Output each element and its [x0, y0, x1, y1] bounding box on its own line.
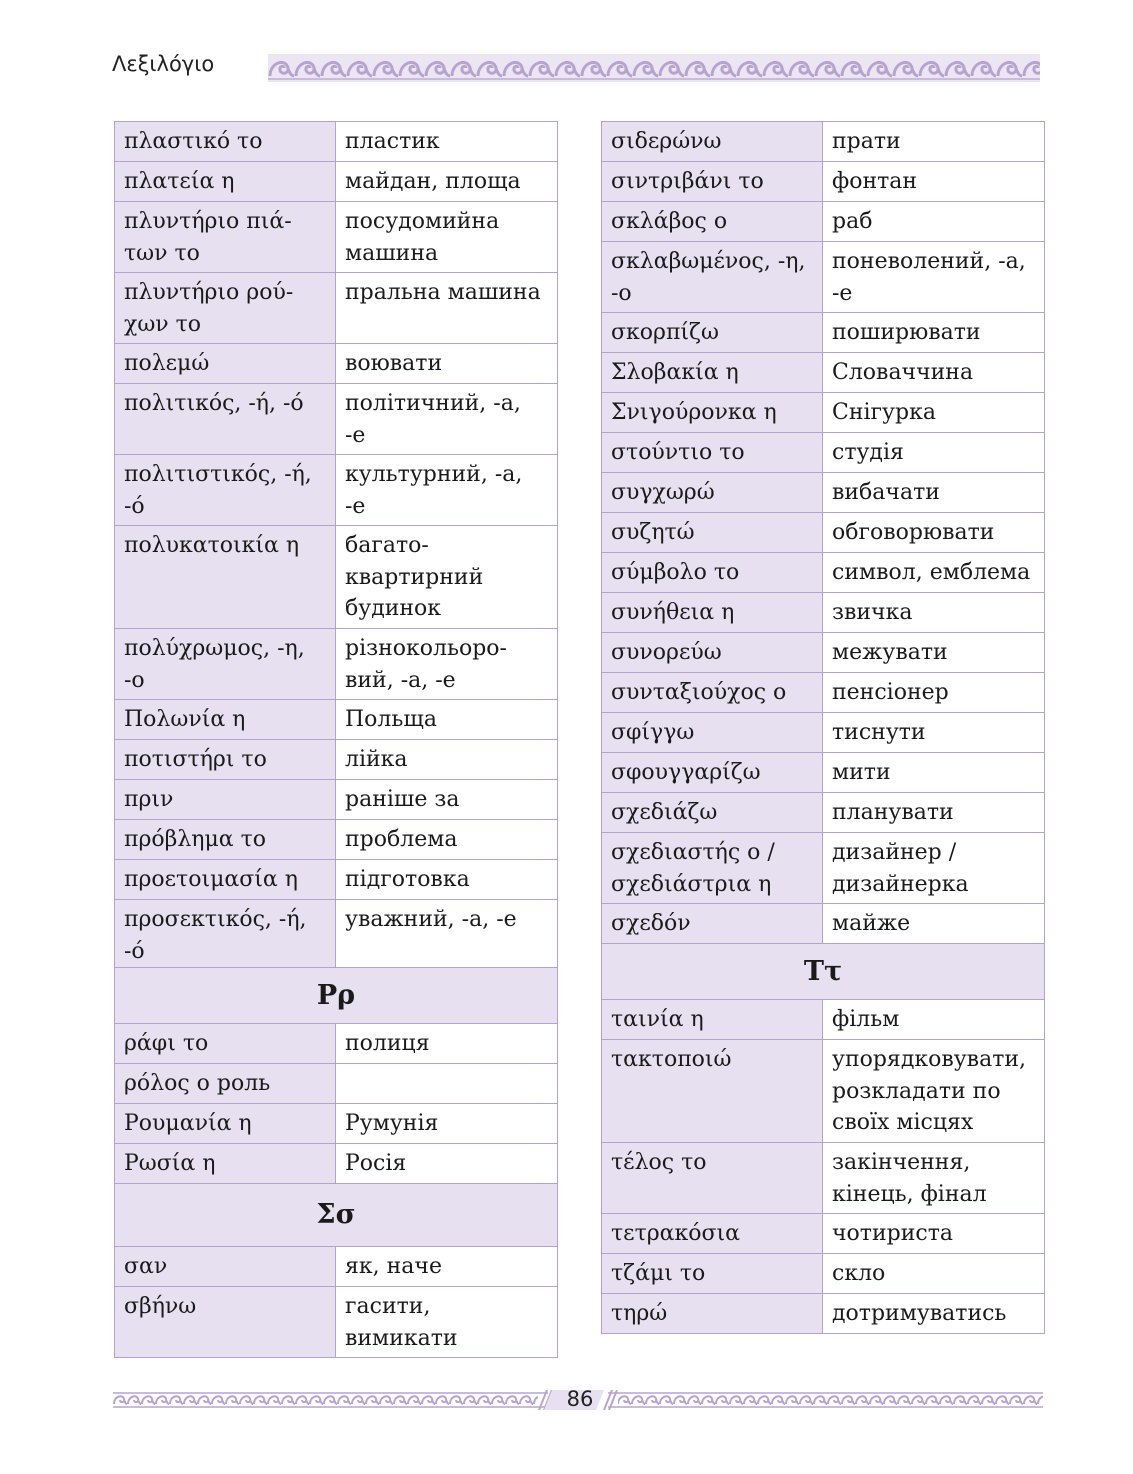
- ukrainian-translation: як, наче: [336, 1247, 558, 1287]
- table-row: [602, 1254, 1045, 1294]
- greek-term: Ρωσία η: [115, 1144, 336, 1184]
- header-wave-ornament-icon: [268, 54, 1040, 82]
- ukrainian-translation: підготовка: [336, 860, 558, 900]
- greek-term: σαν: [115, 1247, 336, 1287]
- ukrainian-translation: посудомийна машина: [336, 202, 558, 273]
- table-row: [115, 629, 558, 700]
- ukrainian-translation: Польща: [336, 700, 558, 740]
- table-row: [602, 1040, 1045, 1143]
- ukrainian-translation: фільм: [823, 1000, 1045, 1040]
- table-row: [115, 1287, 558, 1358]
- ukrainian-translation: багато-квартирний будинок: [336, 526, 558, 629]
- ukrainian-translation: студія: [823, 433, 1045, 473]
- greek-term: Σλοβακία η: [602, 353, 823, 393]
- greek-term: πολυκατοικία η: [115, 526, 336, 629]
- section-letter-heading: Σσ: [115, 1184, 558, 1247]
- ukrainian-translation: раніше за: [336, 780, 558, 820]
- table-row: [602, 433, 1045, 473]
- ukrainian-translation: раб: [823, 202, 1045, 242]
- greek-term: προσεκτικός, -ή, -ό: [115, 900, 336, 968]
- table-row: [602, 1294, 1045, 1334]
- table-row: [115, 122, 558, 162]
- ukrainian-translation: дизайнер / дизайнерка: [823, 833, 1045, 904]
- greek-term: Πολωνία η: [115, 700, 336, 740]
- section-header-row: [115, 1184, 558, 1247]
- greek-term: Ρουμανία η: [115, 1104, 336, 1144]
- table-row: [602, 473, 1045, 513]
- greek-term: ταινία η: [602, 1000, 823, 1040]
- table-row: [602, 593, 1045, 633]
- ukrainian-translation: тиснути: [823, 713, 1045, 753]
- greek-term: σχεδιαστής ο / σχεδιάστρια η: [602, 833, 823, 904]
- table-row: [115, 1104, 558, 1144]
- ukrainian-translation: Росія: [336, 1144, 558, 1184]
- table-row: [602, 553, 1045, 593]
- greek-term: πλυντήριο πιά-των το: [115, 202, 336, 273]
- greek-term: ποτιστήρι το: [115, 740, 336, 780]
- ukrainian-translation: пластик: [336, 122, 558, 162]
- greek-term: Σνιγούρονκα η: [602, 393, 823, 433]
- table-row: [602, 393, 1045, 433]
- ukrainian-translation: Румунія: [336, 1104, 558, 1144]
- table-row: [115, 273, 558, 344]
- table-row: [602, 122, 1045, 162]
- ukrainian-translation: межувати: [823, 633, 1045, 673]
- table-row: [115, 202, 558, 273]
- ukrainian-translation: культурний, -а, -е: [336, 455, 558, 526]
- table-row: [115, 344, 558, 384]
- greek-term: πρόβλημα το: [115, 820, 336, 860]
- greek-term: στούντιο το: [602, 433, 823, 473]
- ukrainian-translation: різнокольоро-вий, -а, -е: [336, 629, 558, 700]
- ukrainian-translation: чотириста: [823, 1214, 1045, 1254]
- table-row: [602, 713, 1045, 753]
- ukrainian-translation: лійка: [336, 740, 558, 780]
- greek-term: συνήθεια η: [602, 593, 823, 633]
- greek-term: ράφι το: [115, 1024, 336, 1064]
- ukrainian-translation: воювати: [336, 344, 558, 384]
- table-row: [115, 1247, 558, 1287]
- table-row: [602, 833, 1045, 904]
- greek-term: σφίγγω: [602, 713, 823, 753]
- section-header-row: [115, 968, 558, 1024]
- ukrainian-translation: планувати: [823, 793, 1045, 833]
- table-row: [602, 1143, 1045, 1214]
- table-row: [602, 313, 1045, 353]
- greek-term: συνταξιούχος ο: [602, 673, 823, 713]
- ukrainian-translation: уважний, -а, -е: [336, 900, 558, 968]
- greek-term: σβήνω: [115, 1287, 336, 1358]
- greek-term: τακτοποιώ: [602, 1040, 823, 1143]
- ukrainian-translation: полиця: [336, 1024, 558, 1064]
- greek-term: τζάμι το: [602, 1254, 823, 1294]
- greek-term: σκλαβωμένος, -η, -ο: [602, 242, 823, 313]
- table-row: [602, 673, 1045, 713]
- ukrainian-translation: звичка: [823, 593, 1045, 633]
- table-row: [115, 780, 558, 820]
- section-letter-heading: Ρρ: [115, 968, 558, 1024]
- section-header-row: [602, 944, 1045, 1000]
- greek-term: πλατεία η: [115, 162, 336, 202]
- table-row: [602, 633, 1045, 673]
- ukrainian-translation: проблема: [336, 820, 558, 860]
- table-row: [115, 700, 558, 740]
- ukrainian-translation: вибачати: [823, 473, 1045, 513]
- table-row: [602, 202, 1045, 242]
- table-row: [602, 162, 1045, 202]
- table-row: [115, 740, 558, 780]
- greek-term: σχεδόν: [602, 904, 823, 944]
- greek-term: συνορεύω: [602, 633, 823, 673]
- ukrainian-translation: фонтан: [823, 162, 1045, 202]
- ukrainian-translation: гасити, вимикати: [336, 1287, 558, 1358]
- page-number: 86: [566, 1387, 594, 1411]
- table-row: [115, 1024, 558, 1064]
- ukrainian-translation: майдан, площа: [336, 162, 558, 202]
- greek-term: συγχωρώ: [602, 473, 823, 513]
- greek-term: πολεμώ: [115, 344, 336, 384]
- vocabulary-table-right: [601, 121, 1045, 1334]
- ukrainian-translation: політичний, -а, -е: [336, 384, 558, 455]
- greek-term: πλυντήριο ρού-χων το: [115, 273, 336, 344]
- table-row: [115, 526, 558, 629]
- greek-term: πριν: [115, 780, 336, 820]
- greek-term: σιντριβάνι το: [602, 162, 823, 202]
- ukrainian-translation: обговорювати: [823, 513, 1045, 553]
- ukrainian-translation: поневолений, -а, -е: [823, 242, 1045, 313]
- ukrainian-translation: дотримуватись: [823, 1294, 1045, 1334]
- table-row: [602, 242, 1045, 313]
- greek-term: σκλάβος ο: [602, 202, 823, 242]
- greek-term: σκορπίζω: [602, 313, 823, 353]
- table-row: [602, 1214, 1045, 1254]
- ukrainian-translation: прати: [823, 122, 1045, 162]
- table-row: [602, 513, 1045, 553]
- ukrainian-translation: пенсіонер: [823, 673, 1045, 713]
- greek-term: τετρακόσια: [602, 1214, 823, 1254]
- greek-term: προετοιμασία η: [115, 860, 336, 900]
- table-row: [115, 455, 558, 526]
- ukrainian-translation: поширювати: [823, 313, 1045, 353]
- ukrainian-translation: майже: [823, 904, 1045, 944]
- ukrainian-translation: [336, 1064, 558, 1104]
- table-row: [602, 753, 1045, 793]
- page-header-title: Λεξιλόγιο: [112, 52, 215, 76]
- table-row: [115, 384, 558, 455]
- ukrainian-translation: мити: [823, 753, 1045, 793]
- greek-term: σφουγγαρίζω: [602, 753, 823, 793]
- table-row: [602, 793, 1045, 833]
- ukrainian-translation: упорядковувати, розкладати по своїх місцях: [823, 1040, 1045, 1143]
- greek-term: πολύχρωμος, -η, -ο: [115, 629, 336, 700]
- table-row: [115, 1064, 558, 1104]
- table-row: [115, 900, 558, 968]
- greek-term: πολιτιστικός, -ή, -ό: [115, 455, 336, 526]
- greek-term: σχεδιάζω: [602, 793, 823, 833]
- vocabulary-table-left: [114, 121, 558, 1358]
- greek-term: τέλος το: [602, 1143, 823, 1214]
- greek-term: σύμβολο το: [602, 553, 823, 593]
- ukrainian-translation: Снігурка: [823, 393, 1045, 433]
- table-row: [115, 820, 558, 860]
- greek-term: τηρώ: [602, 1294, 823, 1334]
- table-row: [115, 1144, 558, 1184]
- ukrainian-translation: скло: [823, 1254, 1045, 1294]
- section-letter-heading: Ττ: [602, 944, 1045, 1000]
- table-row: [602, 904, 1045, 944]
- ukrainian-translation: Словаччина: [823, 353, 1045, 393]
- table-row: [602, 1000, 1045, 1040]
- ukrainian-translation: пральна машина: [336, 273, 558, 344]
- greek-term: πολιτικός, -ή, -ό: [115, 384, 336, 455]
- greek-term: ρόλος ο роль: [115, 1064, 336, 1104]
- greek-term: πλαστικό το: [115, 122, 336, 162]
- ukrainian-translation: символ, емблема: [823, 553, 1045, 593]
- ukrainian-translation: закінчення, кінець, фінал: [823, 1143, 1045, 1214]
- table-row: [115, 860, 558, 900]
- greek-term: σιδερώνω: [602, 122, 823, 162]
- table-row: [602, 353, 1045, 393]
- table-row: [115, 162, 558, 202]
- greek-term: συζητώ: [602, 513, 823, 553]
